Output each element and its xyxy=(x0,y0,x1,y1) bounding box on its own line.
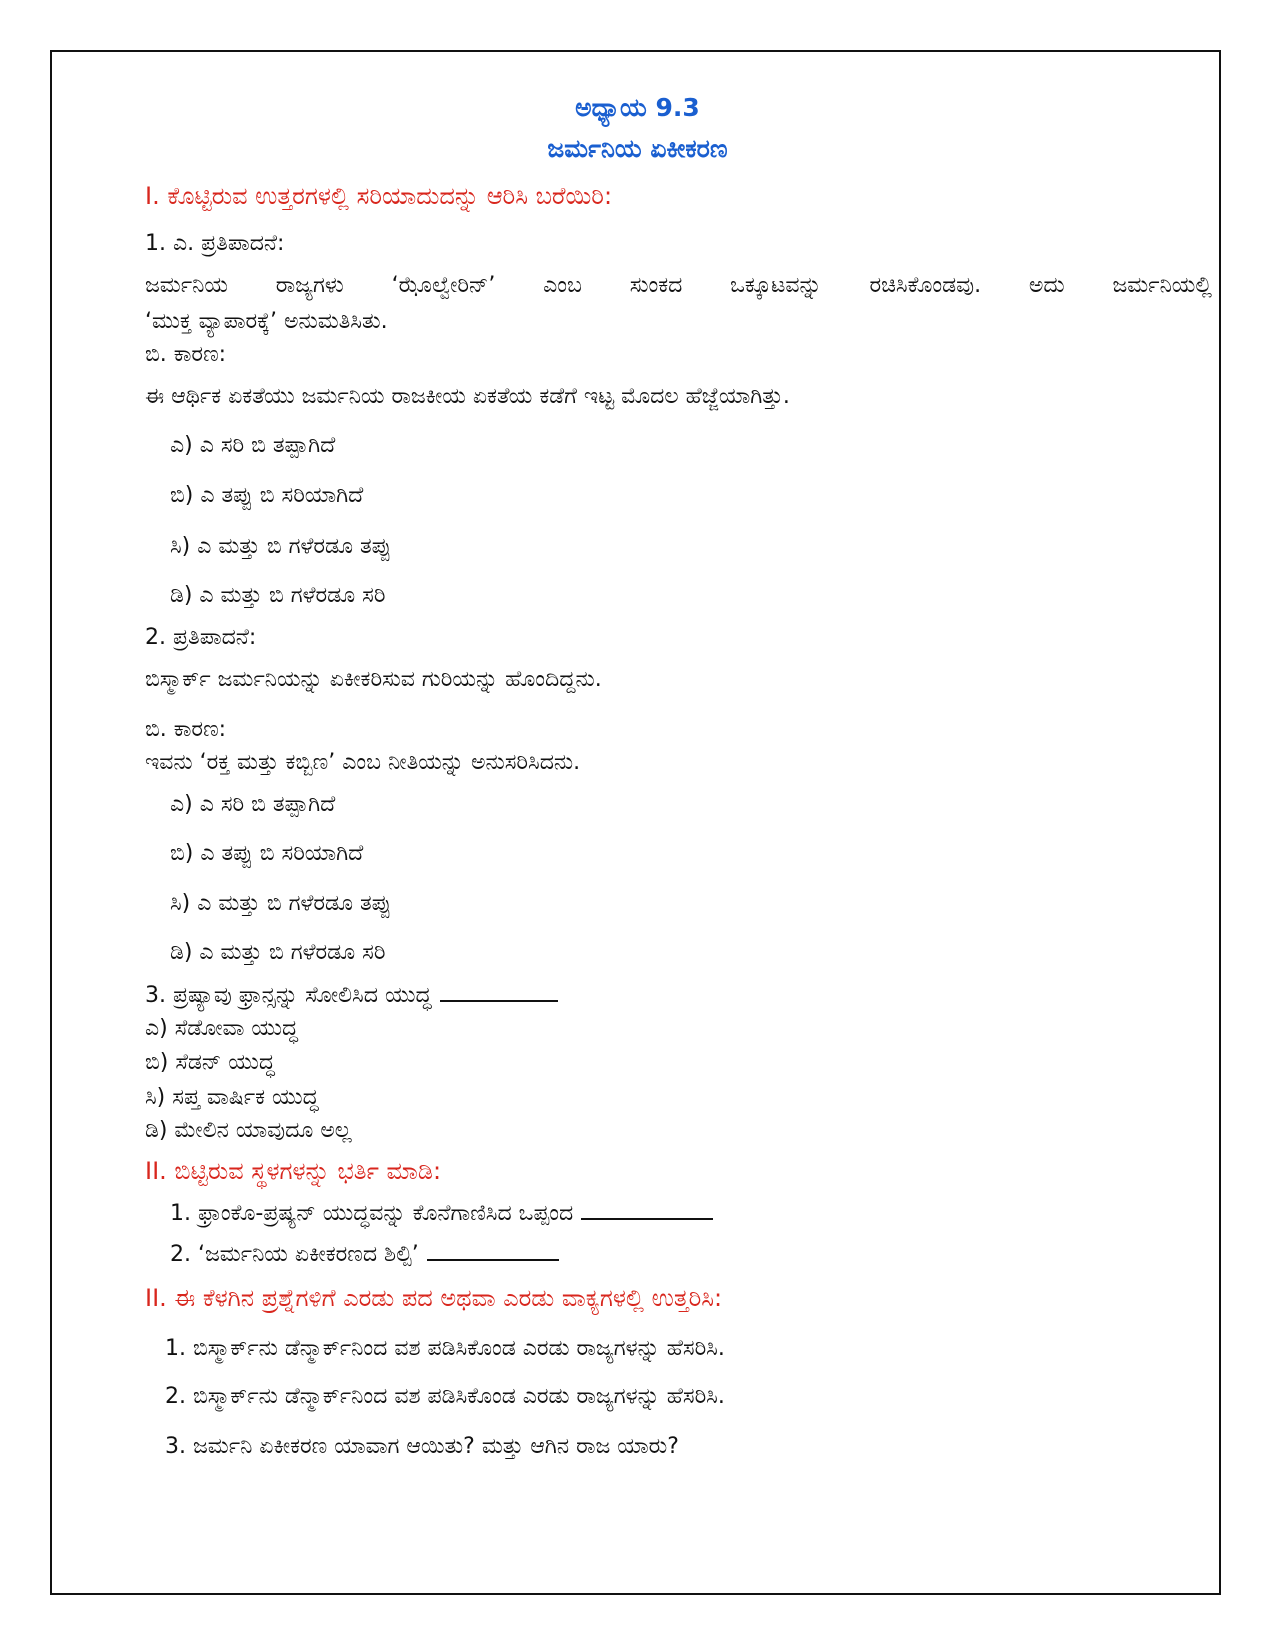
chapter-title: ಜರ್ಮನಿಯ ಏಕೀಕರಣ xyxy=(547,134,728,163)
q1-reason: ಈ ಆರ್ಥಿಕ ಏಕತೆಯು ಜರ್ಮನಿಯ ರಾಜಕೀಯ ಏಕತೆಯ ಕಡೆಗೆ ಇಟ್ಟ ಮೊದಲ ಹೆಜ್ಜೆಯಾಗಿತ್ತು. xyxy=(145,384,790,409)
short-answer-item-2: 2. ಬಿಸ್ಮಾರ್ಕ್‌ನು ಡೆನ್ಮಾರ್ಕ್‌ನಿಂದ ವಶ ಪಡಿಸಿಕೊಂಡ ಎರಡು ರಾಜ್ಯಗಳನ್ನು ಹೆಸರಿಸಿ. xyxy=(165,1384,725,1409)
q2-statement: ಬಿಸ್ಮಾರ್ಕ್ ಜರ್ಮನಿಯನ್ನು ಏಕೀಕರಿಸುವ ಗುರಿಯನ್ನು ಹೊಂದಿದ್ದನು. xyxy=(145,667,602,692)
chapter-number: ಅಧ್ಯಾಯ 9.3 xyxy=(575,93,700,122)
section2-heading: II. ಬಿಟ್ಟಿರುವ ಸ್ಥಳಗಳನ್ನು ಭರ್ತಿ ಮಾಡಿ: xyxy=(145,1157,442,1185)
q2-option-b: ಬಿ) ಎ ತಪ್ಪು ಬಿ ಸರಿಯಾಗಿದೆ xyxy=(170,841,364,866)
short-answer-item-3: 3. ಜರ್ಮನಿ ಏಕೀಕರಣ ಯಾವಾಗ ಆಯಿತು? ಮತ್ತು ಆಗಿನ ರಾಜ ಯಾರು? xyxy=(165,1434,679,1459)
q3-question-text: 3. ಪ್ರಷ್ಯಾವು ಫ್ರಾನ್ಸನ್ನು ಸೋಲಿಸಿದ ಯುದ್ಧ xyxy=(145,983,432,1008)
section3-heading: II. ಈ ಕೆಳಗಿನ ಪ್ರಶ್ನೆಗಳಿಗೆ ಎರಡು ಪದ ಅಥವಾ ಎರಡು ವಾಕ್ಯಗಳಲ್ಲಿ ಉತ್ತರಿಸಿ: xyxy=(145,1284,723,1312)
q2-option-a: ಎ) ಎ ಸರಿ ಬಿ ತಪ್ಪಾಗಿದೆ xyxy=(170,792,336,817)
q1-option-c: ಸಿ) ಎ ಮತ್ತು ಬಿ ಗಳೆರಡೂ ತಪ್ಪು xyxy=(170,534,392,559)
fill-blank-line-1[interactable] xyxy=(581,1200,713,1220)
fill-blank-item-1 xyxy=(170,1199,713,1229)
q1-assertion-label: 1. ಎ. ಪ್ರತಿಪಾದನೆ: xyxy=(145,231,285,256)
q2-reason: ಇವನು ‘ರಕ್ತ ಮತ್ತು ಕಬ್ಬಿಣ’ ಎಂಬ ನೀತಿಯನ್ನು ಅನುಸರಿಸಿದನು. xyxy=(145,750,581,775)
q2-option-c: ಸಿ) ಎ ಮತ್ತು ಬಿ ಗಳೆರಡೂ ತಪ್ಪು xyxy=(170,891,392,916)
fill-blank-text-1: 1. ಫ್ರಾಂಕೊ-ಪ್ರಷ್ಯನ್ ಯುದ್ಧವನ್ನು ಕೊನೆಗಾಣಿಸಿದ ಒಪ್ಪಂದ xyxy=(170,1201,574,1226)
q2-assertion-label: 2. ಪ್ರತಿಪಾದನೆ: xyxy=(145,625,257,650)
q3-option-a: ಎ) ಸೆಡೋವಾ ಯುದ್ಧ xyxy=(145,1016,298,1041)
q1-reason-label: ಬಿ. ಕಾರಣ: xyxy=(145,342,227,367)
q1-option-d: ಡಿ) ಎ ಮತ್ತು ಬಿ ಗಳೆರಡೂ ಸರಿ xyxy=(170,583,386,608)
fill-blank-text-2: 2. ‘ಜರ್ಮನಿಯ ಏಕೀಕರಣದ ಶಿಲ್ಪಿ’ xyxy=(170,1242,419,1267)
q3-option-b: ಬಿ) ಸೆಡನ್ ಯುದ್ಧ xyxy=(145,1050,275,1075)
q1-option-a: ಎ) ಎ ಸರಿ ಬಿ ತಪ್ಪಾಗಿದೆ xyxy=(170,433,336,458)
fill-blank-line-2[interactable] xyxy=(427,1241,559,1261)
q1-option-b: ಬಿ) ಎ ತಪ್ಪು ಬಿ ಸರಿಯಾಗಿದೆ xyxy=(170,483,364,508)
q3-answer-blank[interactable] xyxy=(440,982,558,1002)
q2-reason-label: ಬಿ. ಕಾರಣ: xyxy=(145,717,227,742)
fill-blank-item-2 xyxy=(170,1240,559,1270)
q3-option-c: ಸಿ) ಸಪ್ತ ವಾರ್ಷಿಕ ಯುದ್ಧ xyxy=(145,1085,319,1110)
short-answer-item-1: 1. ಬಿಸ್ಮಾರ್ಕ್‌ನು ಡೆನ್ಮಾರ್ಕ್‌ನಿಂದ ವಶ ಪಡಿಸಿಕೊಂಡ ಎರಡು ರಾಜ್ಯಗಳನ್ನು ಹೆಸರಿಸಿ. xyxy=(165,1336,725,1361)
section1-heading: I. ಕೊಟ್ಟಿರುವ ಉತ್ತರಗಳಲ್ಲಿ ಸರಿಯಾದುದನ್ನು ಆರಿಸಿ ಬರೆಯಿರಿ: xyxy=(145,182,613,210)
q3-option-d: ಡಿ) ಮೇಲಿನ ಯಾವುದೂ ಅಲ್ಲ xyxy=(145,1118,352,1143)
q1-statement-line1: ಜರ್ಮನಿಯ ರಾಜ್ಯಗಳು ‘ಝೊಲ್ವೇರಿನ್’ ಎಂಬ ಸುಂಕದ ಒಕ್ಕೂಟವನ್ನು ರಚಿಸಿಕೊಂಡವು. ಅದು ಜರ್ಮನಿಯಲ್ಲಿ xyxy=(145,273,1212,298)
q3-question xyxy=(145,981,558,1011)
q2-option-d: ಡಿ) ಎ ಮತ್ತು ಬಿ ಗಳೆರಡೂ ಸರಿ xyxy=(170,940,386,965)
q1-statement-line2: ‘ಮುಕ್ತ ವ್ಯಾಪಾರಕ್ಕೆ’ ಅನುಮತಿಸಿತು. xyxy=(145,309,388,334)
